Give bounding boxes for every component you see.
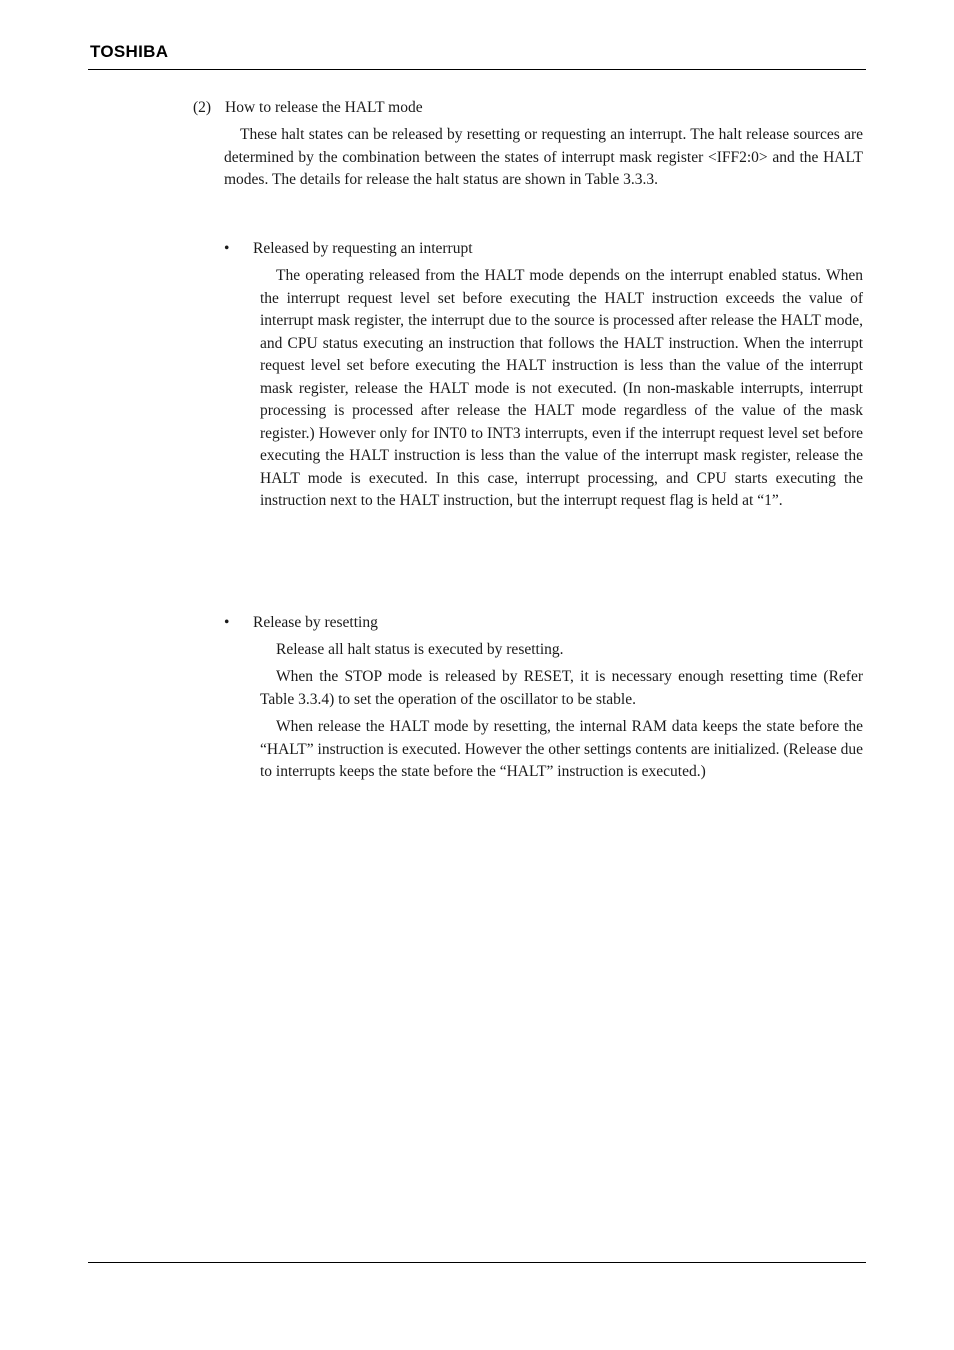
- bullet-title: Release by resetting: [253, 614, 378, 631]
- section-number: (2): [193, 99, 212, 116]
- section-title: How to release the HALT mode: [225, 99, 423, 116]
- bullet-paragraph: The operating released from the HALT mode depends on the interrupt enabled status. When the interrupt request level set before executing the HALT instruction exceeds the value of interrupt mask register, the interrupt due to the source is processed after release the HALT mode, and CPU status executing an instruction that follows the HALT instruction. When the interrupt request level set before executing the HALT instruction is less than the value of the interrupt mask register, release the HALT mode is not executed. (In non-maskable interrupts, interrupt processing is processed after release the HALT mode regardless of the value of the mask register.) However only for INT0 to INT3 interrupts, even if the interrupt request level set before executing the HALT instruction is less than the value of the interrupt mask register, release the HALT mode is executed. In this case, interrupt processing, and CPU starts executing the instruction next to the HALT instruction, but the interrupt request flag is held at “1”.: [260, 267, 863, 509]
- footer-rule: [88, 1262, 866, 1263]
- brand-logo: TOSHIBA: [90, 42, 169, 61]
- bullet-item-interrupt: [224, 238, 824, 261]
- bullet-paragraph: When the STOP mode is released by RESET, it is necessary enough resetting time (Refer Table 3.3.4) to set the operation of the oscillator to be stable.: [260, 668, 863, 708]
- bullet-paragraph: Release all halt status is executed by resetting.: [276, 641, 564, 658]
- section-intro-paragraph: These halt states can be released by resetting or requesting an interrupt. The halt release sources are determined by the combination between the states of interrupt mask register <IFF2:0> and the HALT modes. The details for release the halt status are shown in Table 3.3.3.: [224, 126, 863, 188]
- bullet-marker: •: [224, 614, 230, 631]
- bullet-title: Released by requesting an interrupt: [253, 240, 473, 257]
- page-header: [88, 40, 866, 70]
- bullet-paragraph: When release the HALT mode by resetting, the internal RAM data keeps the state before the “HALT” instruction is executed. However the other settings contents are initialized. (Release due to interrupts keeps the state before the “HALT” instruction is executed.): [260, 718, 863, 780]
- bullet-item-reset: [224, 612, 824, 635]
- bullet-marker: •: [224, 240, 230, 257]
- section-heading: [193, 97, 793, 120]
